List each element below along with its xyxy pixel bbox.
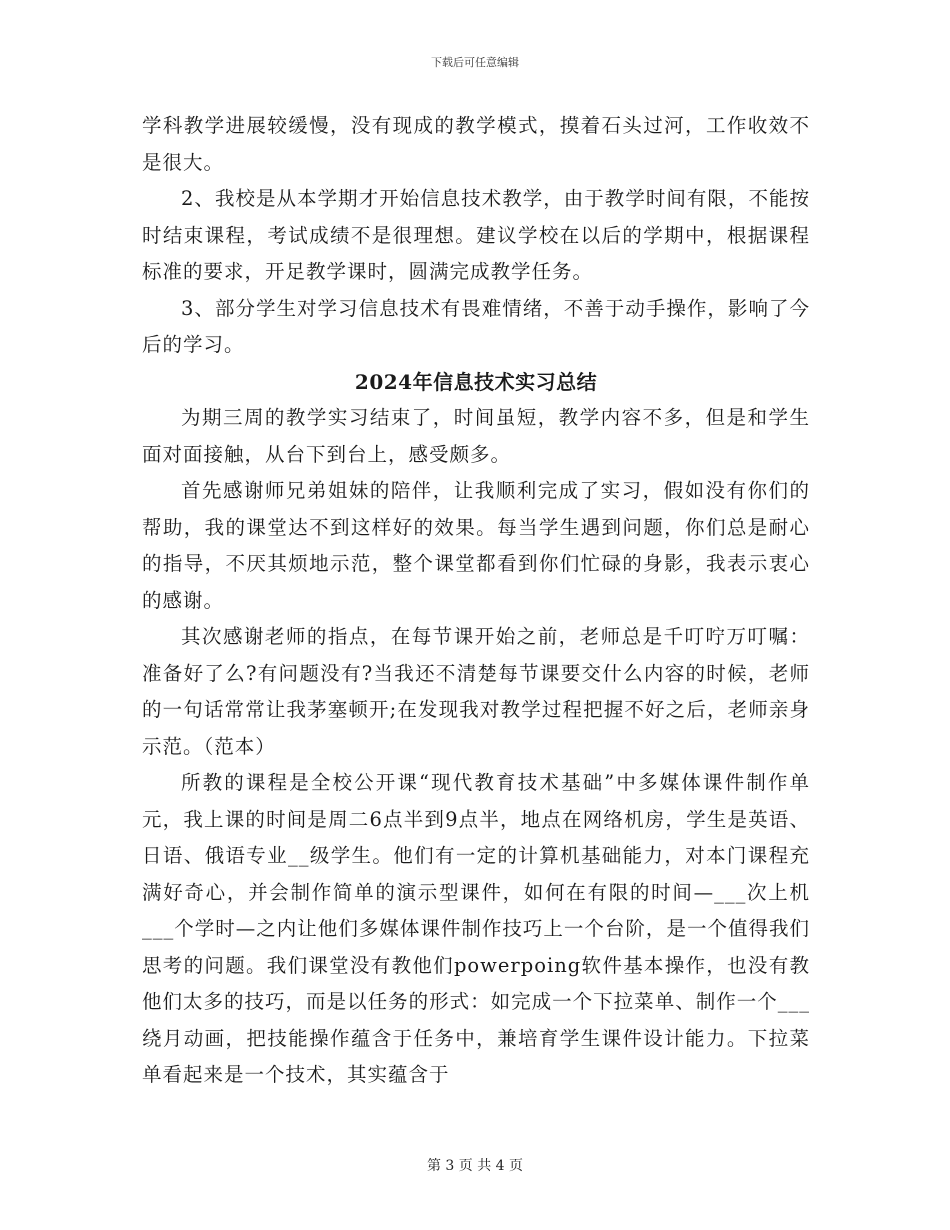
paragraph-thanks-teacher: 其次感谢老师的指点，在每节课开始之前，老师总是千叮咛万叮嘱：准备好了么?有问题没有?当我还不清楚每节课要交什么内容的时候，老师的一句话常常让我茅塞顿开;在发现我对教学过程把握不好之后，老师亲身示范。（范本） (142, 625, 810, 758)
page-number: 第 3 页 共 4 页 (426, 1158, 524, 1174)
section-title: 2024年信息技术实习总结 (354, 369, 598, 394)
paragraph-course: 所教的课程是全校公开课“现代教育技术基础”中多媒体课件制作单元，我上课的时间是周二6点半到9点半，地点在网络机房，学生是英语、日语、俄语专业__级学生。他们有一定的计算机基础能力，对本门课程充满好奇心，并会制作简单的演示型课件，如何在有限的时间—___次上机___个学时—之内让他们多媒体课件制作技巧上一个台阶，是一个值得我们思考的问题。我们课堂没有教他们powerpoing软件基本操作，也没有教他们太多的技巧，而是以任务的形式：如完成一个下拉菜单、制作一个___绕月动画，把技能操作蕴含于任务中，兼培育学生课件设计能力。下拉菜单看起来是一个技术，其实蕴含于 (142, 771, 810, 1086)
paragraph-item-3: 3、部分学生对学习信息技术有畏难情绪，不善于动手操作，影响了今后的学习。 (142, 296, 810, 356)
document-body (142, 108, 810, 1094)
header-note: 下载后可任意编辑 (431, 56, 519, 69)
paragraph-thanks-peers: 首先感谢师兄弟姐妹的陪伴，让我顺利完成了实习，假如没有你们的帮助，我的课堂达不到这样好的效果。每当学生遇到问题，你们总是耐心的指导，不厌其烦地示范，整个课堂都看到你们忙碌的身影，我表示衷心的感谢。 (142, 479, 810, 612)
paragraph-intro: 为期三周的教学实习结束了，时间虽短，教学内容不多，但是和学生面对面接触，从台下到台上，感受颇多。 (142, 406, 810, 466)
paragraph-item-2: 2、我校是从本学期才开始信息技术教学，由于教学时间有限，不能按时结束课程，考试成绩不是很理想。建议学校在以后的学期中，根据课程标准的要求，开足教学课时，圆满完成教学任务。 (142, 187, 810, 283)
paragraph-continued: 学科教学进展较缓慢，没有现成的教学模式，摸着石头过河，工作收效不是很大。 (142, 114, 810, 174)
